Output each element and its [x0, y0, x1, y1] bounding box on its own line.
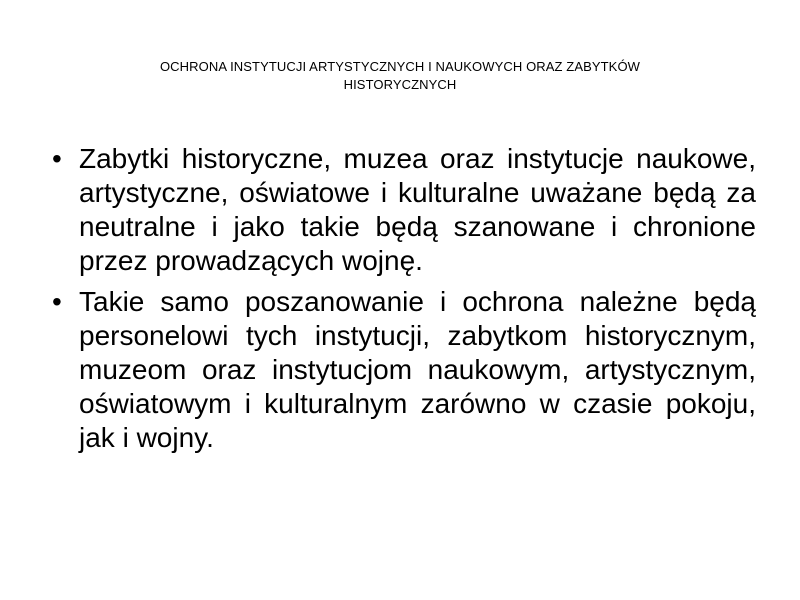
- bullet-text-1: Zabytki historyczne, muzea oraz instytucje naukowe, artystyczne, oświatowe i kulturalne uważane będą za neutralne i jako takie będą szanowane i chronione przez prowadzących wojnę.: [79, 143, 756, 276]
- slide-title: [90, 58, 710, 94]
- slide-title-line-2: HISTORYCZNYCH: [343, 77, 457, 92]
- bullet-list: [48, 142, 756, 462]
- slide-title-line-1: OCHRONA INSTYTUCJI ARTYSTYCZNYCH I NAUKOWYCH ORAZ ZABYTKÓW: [159, 59, 641, 74]
- bullet-icon: •: [52, 143, 62, 174]
- bullet-icon: •: [52, 286, 62, 317]
- bullet-item-2: [48, 285, 756, 455]
- bullet-text-2: Takie samo poszanowanie i ochrona należne będą personelowi tych instytucji, zabytkom historycznym, muzeom oraz instytucjom naukowym, artystycznym, oświatowym i kulturalnym zarówno w czasie pokoju, jak i wojny.: [79, 286, 756, 453]
- bullet-item-1: [48, 142, 756, 278]
